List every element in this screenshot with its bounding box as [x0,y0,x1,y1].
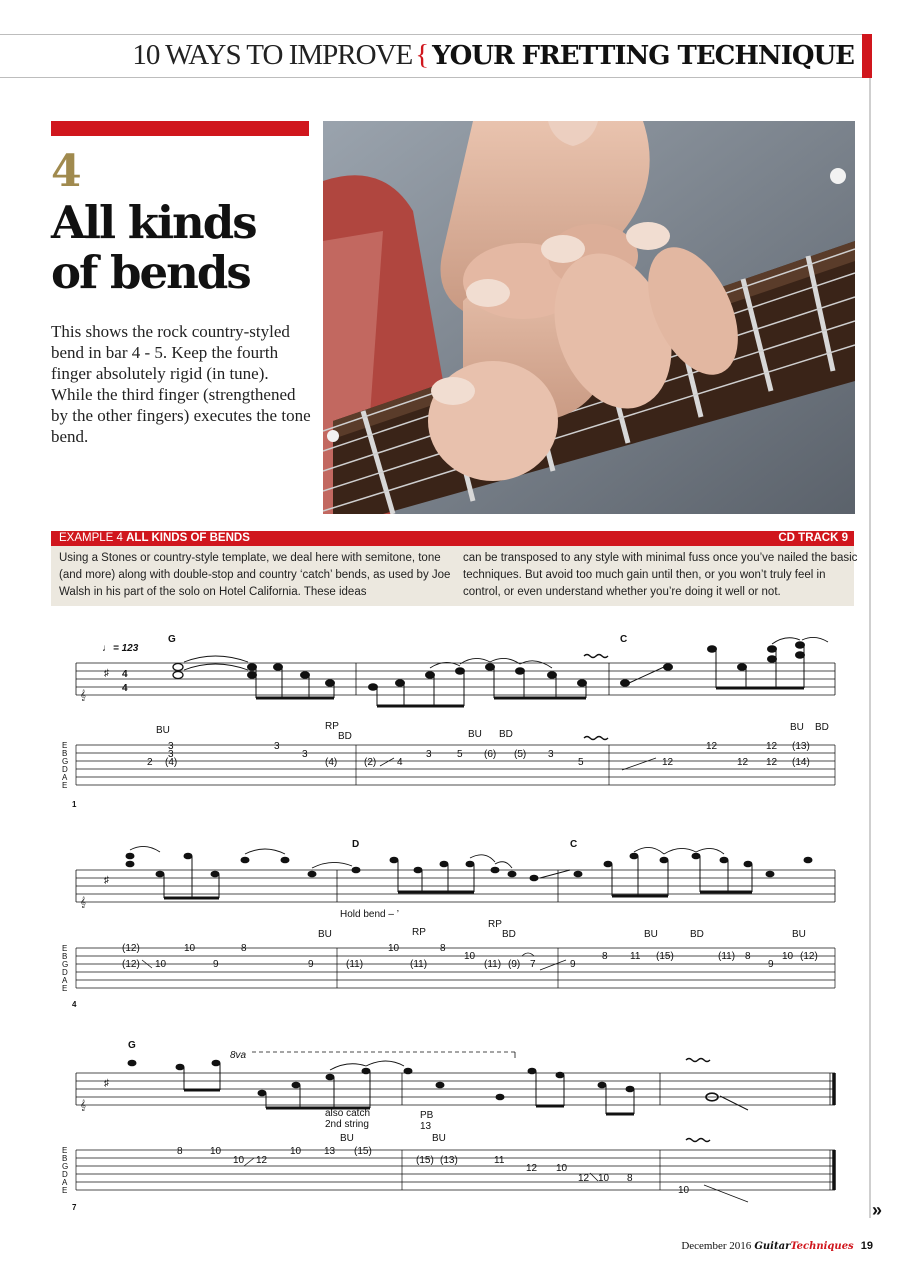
system-1 [62,634,835,809]
header-accent-bar [862,34,872,78]
time-signature-top: 4 [122,669,128,680]
tab-fret: 13 [324,1146,336,1157]
ottava-label: 8va [230,1050,247,1061]
string-name: A [62,773,68,782]
tab-fret: 12 [256,1155,268,1166]
treble-clef-icon: 𝄞 [80,690,86,701]
treble-clef-icon: 𝄞 [80,1100,86,1111]
tab-fret: 10 [464,951,476,962]
string-name: A [62,1178,68,1187]
tab-fret: 12 [578,1173,590,1184]
section-intro: This shows the rock country-styled bend in bar 4 - 5. Keep the fourth finger absolutely rigid (in tune). While the third finger (strengthened by the other fingers) executes the tone bend. [51,322,311,446]
fretting-hand-photo [323,121,855,514]
tab-fret: 10 [184,943,196,954]
time-signature-bottom: 4 [122,683,128,694]
bend-label: BD [499,729,513,740]
tab-fret: (11) [346,959,364,970]
tab-fret: 5 [578,757,584,768]
section-title-line-2: of bends [51,246,250,299]
tab-fret: (6) [484,749,497,760]
tab-fret: 5 [457,749,463,760]
tab-fret: (12) [800,951,818,962]
notes-bar-1-3 [173,642,805,691]
tab-fret: 12 [662,757,674,768]
bend-label: BU [792,929,806,940]
string-name: E [62,1186,68,1195]
magazine-name-part2: Techniques [790,1241,854,1252]
tab-fret: (2) [364,757,377,768]
tab-fret: 11 [494,1155,505,1166]
example-title: ALL KINDS OF BENDS [126,532,250,544]
string-name: G [62,960,69,969]
tab-fret: (12) [122,943,140,954]
vibrato-icon [584,655,608,658]
bend-label: BU [340,1133,354,1144]
string-name: B [62,1154,68,1163]
bend-label: RP [412,927,426,938]
section-title [51,198,321,298]
tab-fret: 12 [706,741,718,752]
tab-fret: 4 [397,757,403,768]
notation-score [0,620,870,1220]
prebend-label: 13 [420,1121,432,1132]
tab-numbers [177,1146,690,1196]
tab-fret: 10 [598,1173,610,1184]
tab-fret: 10 [678,1185,690,1196]
section-number: 4 [51,146,82,197]
tab-fret: (14) [792,757,810,768]
tab-fret: 12 [766,741,778,752]
tab-fret: 2 [147,757,153,768]
key-signature-sharp-icon: ♯ [104,875,109,886]
tab-fret: 3 [426,749,432,760]
bend-label: BD [338,731,352,742]
tab-fret: 3 [548,749,554,760]
tab-fret: 8 [241,943,247,954]
tab-fret: 12 [526,1163,538,1174]
page-footer [681,1240,873,1252]
page-number: 19 [860,1240,873,1252]
tab-fret: (15) [656,951,674,962]
tab-fret: 12 [766,757,778,768]
example-description [51,546,858,606]
string-names [62,741,68,790]
tab-fret: 10 [233,1155,245,1166]
string-name: B [62,749,68,758]
tab-fret: 3 [302,749,308,760]
header-brace: { [415,39,430,71]
tab-fret: 8 [627,1173,633,1184]
notation-svg [0,620,870,1220]
system-2 [62,839,835,1009]
string-name: E [62,781,68,790]
tempo-marking: = 123 [113,643,139,654]
string-name: G [62,757,69,766]
header-title [132,39,854,72]
bend-label: RP [488,919,502,930]
tab-fret: 10 [388,943,400,954]
tab-numbers [122,943,818,970]
tab-lines [76,745,835,785]
section-title-line-1: All kinds [51,196,256,249]
technique-labels [156,721,829,742]
example-text-left: Using a Stones or country-style template, we deal here with semitone, tone (and more) along with double-stop and country ‘catch’ bends, as used by Joe Walsh in his part of the solo on Hotel California. These ideas [59,552,451,598]
string-name: E [62,741,68,750]
tab-fret: (15) [416,1155,434,1166]
tab-fret: 11 [630,951,641,962]
bar-number: 1 [72,800,77,809]
tab-fret: (11) [484,959,502,970]
tab-fret: 9 [570,959,576,970]
bend-label: BD [690,929,704,940]
string-name: E [62,984,68,993]
tab-fret: (11) [410,959,428,970]
hold-bend-label: Hold bend – ’ [340,909,399,920]
string-name: G [62,1162,69,1171]
issue-date: December 2016 [681,1240,752,1252]
tab-fret: 9 [768,959,774,970]
bar-number: 4 [72,1000,77,1009]
tab-fret: 8 [745,951,751,962]
tab-fret: (4) [165,757,178,768]
bend-label: BU [318,929,332,940]
catch-label: 2nd string [325,1119,369,1130]
tab-fret: 8 [602,951,608,962]
header-series: 10 WAYS TO IMPROVE [132,39,413,71]
tab-fret: 9 [308,959,314,970]
tab-fret: 8 [440,943,446,954]
stems-beams-3 [184,1063,748,1114]
string-name: E [62,1146,68,1155]
bend-label: BU [790,722,804,733]
prebend-label: PB [420,1110,434,1121]
catch-label: also catch [325,1108,371,1119]
chord-symbol: C [570,839,578,850]
notes-bar-7-9 [128,1060,719,1101]
bend-label: BU [156,725,170,736]
tab-fret: 3 [168,749,174,760]
string-name: A [62,976,68,985]
string-names [62,1146,68,1195]
bend-label: BU [468,729,482,740]
string-names [62,944,68,993]
tab-fret: 10 [155,959,167,970]
tab-fret: 8 [177,1146,183,1157]
header-topic: YOUR FRETTING TECHNIQUE [432,41,854,71]
chord-symbol: D [352,839,360,850]
tab-fret: (15) [354,1146,372,1157]
chord-symbol: C [620,634,628,645]
example-text-right: can be transposed to any style with minimal fuss once you’ve nailed the basic techniques. But avoid too much gain until then, or you won’t truly feel in control, or even understand whether you’re doing it well or not. [463,552,858,598]
tab-fret: 7 [530,959,536,970]
bend-label: RP [325,721,339,732]
key-signature-sharp-icon: ♯ [104,1078,109,1089]
string-name: D [62,1170,68,1179]
tab-fret: 10 [556,1163,568,1174]
tab-fret: 9 [213,959,219,970]
system-3 [62,1040,835,1212]
string-name: D [62,765,68,774]
tab-fret: (13) [440,1155,458,1166]
string-name: B [62,952,68,961]
bend-label: BU [432,1133,446,1144]
bend-label: BD [502,929,516,940]
vibrato-icon [686,1059,710,1062]
bar-number: 7 [72,1203,77,1212]
page-header [0,34,862,78]
stems-beams-1 [256,645,804,706]
tab-fret: 3 [274,741,280,752]
tab-fret: (5) [514,749,527,760]
tab-fret: 10 [210,1146,222,1157]
notes-bar-4-6 [126,853,813,882]
tab-fret: 12 [737,757,749,768]
technique-labels [318,909,806,940]
tab-fret: (9) [508,959,521,970]
cd-track-label: CD TRACK 9 [778,532,848,544]
fretboard-hand-image [323,121,855,514]
continue-arrow-icon: » [872,1200,883,1220]
example-header [51,531,854,546]
treble-clef-icon: 𝄞 [80,897,86,908]
key-signature-sharp-icon: ♯ [104,668,109,679]
technique-labels [325,1108,446,1144]
bend-label: BU [644,929,658,940]
example-label: EXAMPLE 4 [59,532,123,544]
magazine-name-part1: Guitar [754,1241,791,1252]
tab-fret: (13) [792,741,810,752]
tab-fret: (4) [325,757,338,768]
tab-fret: 3 [168,741,174,752]
bend-label: BD [815,722,829,733]
tab-slides-3 [244,1139,748,1203]
tab-fret: (12) [122,959,140,970]
string-name: E [62,944,68,953]
tab-fret: (11) [718,951,736,962]
chord-symbol: G [168,634,176,645]
string-name: D [62,968,68,977]
tab-fret: 10 [290,1146,302,1157]
chord-symbol: G [128,1040,136,1051]
tempo-note-icon: ♩ [102,643,112,654]
tab-fret: 10 [782,951,794,962]
section-accent-bar [51,121,309,136]
